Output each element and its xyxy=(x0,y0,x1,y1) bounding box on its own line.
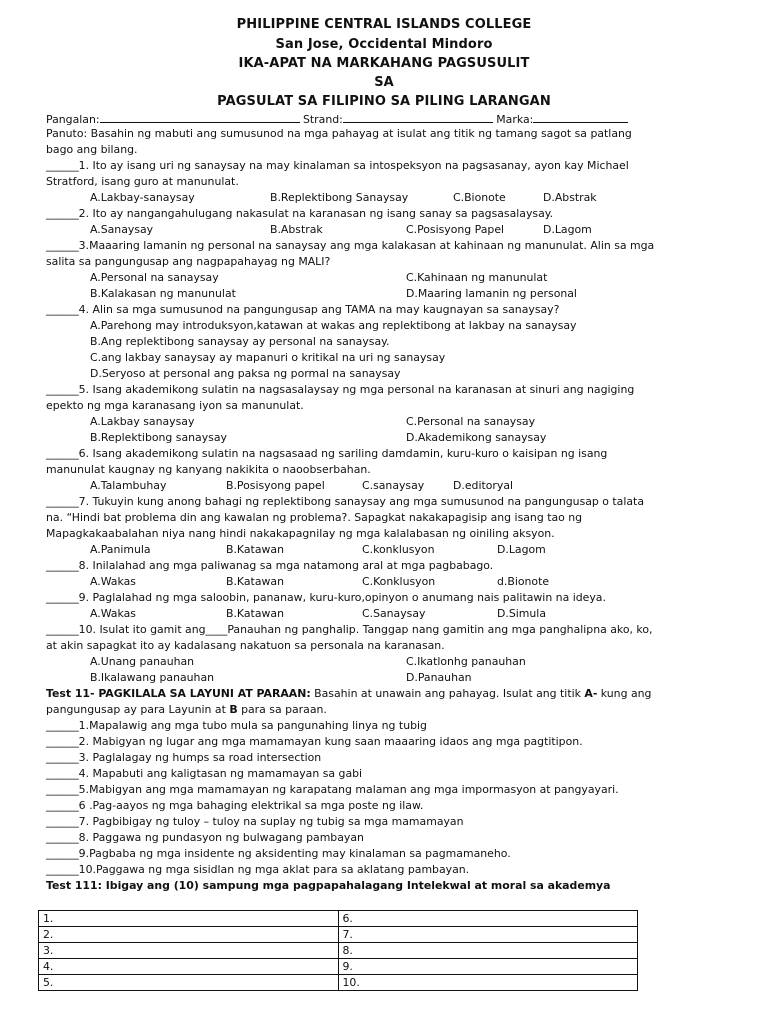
option: B.Abstrak xyxy=(270,223,323,236)
option: A.Wakas xyxy=(90,575,136,588)
question-text: ______9. Paglalahad ng mga saloobin, pananaw, kuru-kuro,opinyon o anumang nais palitawin na ideya. xyxy=(46,591,606,604)
question-text: ______10. Isulat ito gamit ang____Panauhan ng panghalip. Tanggap nang gamitin ang mga panghalipna ako, ko, xyxy=(46,623,653,636)
option: C.ang lakbay sanaysay ay mapanuri o kritikal na uri ng sanaysay xyxy=(90,351,446,364)
option: C.Ikatlonhg panauhan xyxy=(406,655,526,668)
option: A.Lakbay-sanaysay xyxy=(90,191,195,204)
answer-cell[interactable]: 1. xyxy=(39,911,339,927)
test3-title: Test 111: Ibigay ang (10) sampung mga pagpapahalagang Intelekwal at moral sa akademya xyxy=(46,879,611,892)
answer-cell[interactable]: 8. xyxy=(338,943,638,959)
test2-item: ______1.Mapalawig ang mga tubo mula sa pangunahing linya ng tubig xyxy=(46,719,427,732)
test2-letter-a: A- xyxy=(584,687,598,700)
option: A.Unang panauhan xyxy=(90,655,195,668)
option: D.Simula xyxy=(497,607,546,620)
option: A.Talambuhay xyxy=(90,479,167,492)
test2-item: ______6 .Pag-aayos ng mga bahaging elektrikal sa mga poste ng ilaw. xyxy=(46,799,424,812)
option: C.konklusyon xyxy=(362,543,435,556)
test2-item: ______8. Paggawa ng pundasyon ng bulwagang pambayan xyxy=(46,831,364,844)
option: C.Sanaysay xyxy=(362,607,426,620)
score-blank[interactable] xyxy=(533,112,628,123)
test2-title: Test 11- PAGKILALA SA LAYUNI AT PARAAN: xyxy=(46,687,311,700)
question-text: at akin sapagkat ito ay kadalasang nakatuon sa personala na karanasan. xyxy=(46,639,445,652)
question-text: ______3.Maaaring lamanin ng personal na sanaysay ang mga kalakasan at kahinaan ng manunulat. Alin sa mga xyxy=(46,239,655,252)
question-text: epekto ng mga karanasang iyon sa manunulat. xyxy=(46,399,304,412)
test2-item: ______10.Paggawa ng mga sisidlan ng mga aklat para sa aklatang pambayan. xyxy=(46,863,470,876)
directions-line: Panuto: Basahin ng mabuti ang sumusunod na mga pahayag at isulat ang titik ng tamang sagot sa patlang xyxy=(46,127,632,140)
option: A.Sanaysay xyxy=(90,223,154,236)
option: B.Posisyong papel xyxy=(226,479,325,492)
option: D.Seryoso at personal ang paksa ng pormal na sanaysay xyxy=(90,367,401,380)
answer-cell[interactable]: 9. xyxy=(338,959,638,975)
option: C.Posisyong Papel xyxy=(406,223,505,236)
answer-table xyxy=(38,910,638,991)
option: D.Akademikong sanaysay xyxy=(406,431,547,444)
test2-letter-b: B xyxy=(229,703,238,716)
test2-item: ______7. Pagbibigay ng tuloy – tuloy na suplay ng tubig sa mga mamamayan xyxy=(46,815,464,828)
option: C.Kahinaan ng manunulat xyxy=(406,271,548,284)
test2-item: ______4. Mapabuti ang kaligtasan ng mamamayan sa gabi xyxy=(46,767,363,780)
option: C.sanaysay xyxy=(362,479,425,492)
option: D.Maaring lamanin ng personal xyxy=(406,287,577,300)
option: D.Lagom xyxy=(543,223,592,236)
option: C.Personal na sanaysay xyxy=(406,415,536,428)
answer-cell[interactable]: 4. xyxy=(39,959,339,975)
option: B.Kalakasan ng manunulat xyxy=(90,287,236,300)
name-label: Pangalan: xyxy=(46,113,100,126)
option: B.Ang replektibong sanaysay ay personal na sanaysay. xyxy=(90,335,390,348)
table-row xyxy=(39,975,638,991)
option: B.Katawan xyxy=(226,607,284,620)
table-row xyxy=(39,943,638,959)
option: d.Bionote xyxy=(497,575,550,588)
option: B.Ikalawang panauhan xyxy=(90,671,215,684)
name-blank[interactable] xyxy=(100,112,300,123)
directions-line: bago ang bilang. xyxy=(46,143,138,156)
question-text: salita sa pangungusap ang nagpapahayag ng MALI? xyxy=(46,255,331,268)
test2-heading xyxy=(46,687,651,701)
test2-item: ______9.Pagbaba ng mga insidente ng aksidenting may kinalaman sa pagmamaneho. xyxy=(46,847,511,860)
test2-heading-line2 xyxy=(46,703,327,717)
strand-blank[interactable] xyxy=(343,112,493,123)
question-text: Mapagkakaabalahan niya nang hindi nakakapagnilay ng mga kalalabasan ng oiniling aksyon. xyxy=(46,527,555,540)
option: D.Lagom xyxy=(497,543,546,556)
option: C.Bionote xyxy=(453,191,506,204)
strand-label: Strand: xyxy=(302,113,343,126)
question-text: ______6. Isang akademikong sulatin na nagsasaad ng sariling damdamin, kuru-kuro o kaisipan ng isang xyxy=(46,447,608,460)
college-name: PHILIPPINE CENTRAL ISLANDS COLLEGE xyxy=(236,17,532,32)
option: D.Abstrak xyxy=(543,191,597,204)
question-text: Stratford, isang guro at manunulat. xyxy=(46,175,239,188)
option: B.Katawan xyxy=(226,575,284,588)
question-text: ______8. Inilalahad ang mga paliwanag sa mga natamong aral at mga pagbabago. xyxy=(46,559,494,572)
question-text: manunulat kaugnay ng kanyang nakikita o naoobserbahan. xyxy=(46,463,371,476)
answer-cell[interactable]: 6. xyxy=(338,911,638,927)
table-row xyxy=(39,927,638,943)
score-label: Marka: xyxy=(496,113,534,126)
option: D.editoryal xyxy=(453,479,514,492)
question-text: ______2. Ito ay nangangahulugang nakasulat na karanasan ng isang sanay sa pagsasalaysay. xyxy=(46,207,554,220)
answer-cell[interactable]: 5. xyxy=(39,975,339,991)
option: A.Lakbay sanaysay xyxy=(90,415,195,428)
option: B.Replektibong sanaysay xyxy=(90,431,227,444)
test2-item: ______2. Mabigyan ng lugar ang mga mamamayan kung saan maaaring idaos ang mga pagtitipon. xyxy=(46,735,583,748)
option: A.Personal na sanaysay xyxy=(90,271,219,284)
college-address: San Jose, Occidental Mindoro xyxy=(275,37,493,52)
test2-item: ______3. Paglalagay ng humps sa road intersection xyxy=(46,751,322,764)
student-info-line xyxy=(46,112,628,127)
test2-instruction: pangungusap ay para Layunin at xyxy=(46,703,230,716)
question-text: na. “Hindi bat problema din ang kawalan ng problema?. Sapagkat nakakapagisip ang isang tao ng xyxy=(46,511,583,524)
test2-instruction: Basahin at unawain ang pahayag. Isulat ang titik xyxy=(310,687,585,700)
table-row xyxy=(39,959,638,975)
option: B.Replektibong Sanaysay xyxy=(270,191,409,204)
option: A.Wakas xyxy=(90,607,136,620)
answer-cell[interactable]: 3. xyxy=(39,943,339,959)
answer-cell[interactable]: 7. xyxy=(338,927,638,943)
exam-sa: SA xyxy=(374,75,394,90)
answer-cell[interactable]: 2. xyxy=(39,927,339,943)
answer-cell[interactable]: 10. xyxy=(338,975,638,991)
subject-title: PAGSULAT SA FILIPINO SA PILING LARANGAN xyxy=(217,94,551,109)
option: B.Katawan xyxy=(226,543,284,556)
test2-instruction: para sa paraan. xyxy=(237,703,327,716)
test2-item: ______5.Mabigyan ang mga mamamayan ng karapatang malaman ang mga impormasyon at pangyayari. xyxy=(46,783,619,796)
question-text: ______5. Isang akademikong sulatin na nagsasalaysay ng mga personal na karanasan at sinuri ang nagiging xyxy=(46,383,635,396)
test2-instruction: kung ang xyxy=(597,687,652,700)
question-text: ______7. Tukuyin kung anong bahagi ng replektibong sanaysay ang mga sumusunod na pangungusap o talata xyxy=(46,495,645,508)
exam-title: IKA-APAT NA MARKAHANG PAGSUSULIT xyxy=(238,56,530,71)
table-row xyxy=(39,911,638,927)
question-text: ______1. Ito ay isang uri ng sanaysay na may kinalaman sa intospeksyon na pagsasanay, ayon kay Michael xyxy=(46,159,629,172)
option: C.Konklusyon xyxy=(362,575,436,588)
option: A.Parehong may introduksyon,katawan at wakas ang replektibong at lakbay na sanaysay xyxy=(90,319,577,332)
option: D.Panauhan xyxy=(406,671,472,684)
question-text: ______4. Alin sa mga sumusunod na pangungusap ang TAMA na may kaugnayan sa sanaysay? xyxy=(46,303,560,316)
option: A.Panimula xyxy=(90,543,151,556)
